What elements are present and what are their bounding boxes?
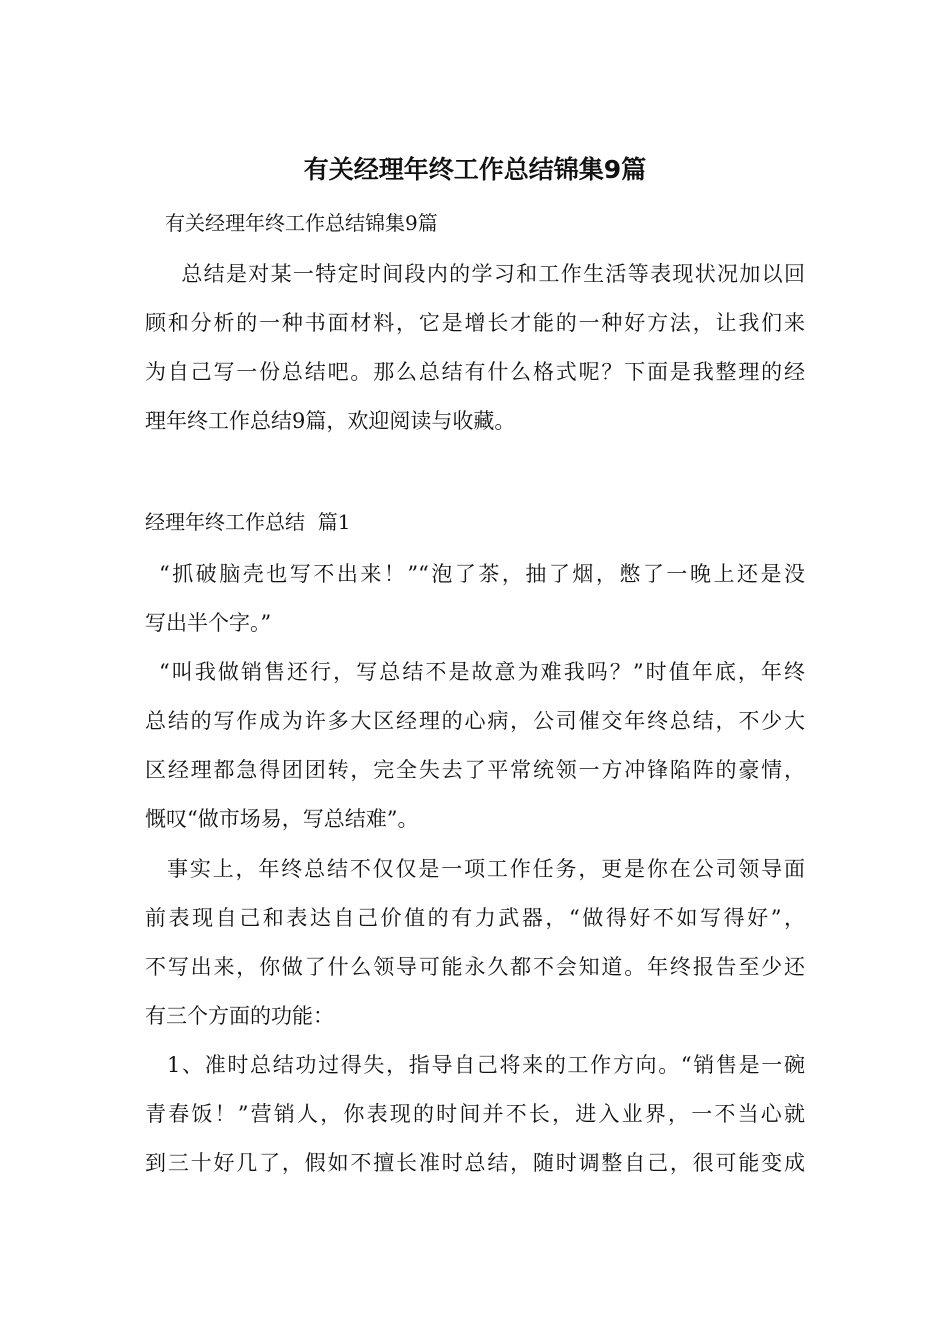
paragraph-line: 慨叹“做市场易，写总结难”。 bbox=[145, 807, 419, 831]
section-heading: 经理年终工作总结 篇1 bbox=[145, 510, 351, 534]
intro-line: 顾和分析的一种书面材料，它是增长才能的一种好方法，让我们来 bbox=[145, 311, 805, 335]
paragraph-line: 总结的写作成为许多大区经理的心病，公司催交年终总结，不少大 bbox=[145, 709, 805, 733]
intro-line: 理年终工作总结9篇，欢迎阅读与收藏。 bbox=[145, 409, 516, 433]
paragraph-line: “叫我做销售还行，写总结不是故意为难我吗？”时值年底，年终 bbox=[159, 660, 805, 684]
paragraph-line: 写出半个字。” bbox=[145, 611, 272, 635]
intro-paragraph bbox=[145, 250, 805, 446]
paragraph-line: 不写出来，你做了什么领导可能永久都不会知道。年终报告至少还 bbox=[145, 955, 805, 979]
paragraph-line: 事实上，年终总结不仅仅是一项工作任务，更是你在公司领导面 bbox=[167, 857, 805, 881]
intro-line: 总结是对某一特定时间段内的学习和工作生活等表现状况加以回 bbox=[159, 262, 805, 286]
paragraph-line: 前表现自己和表达自己价值的有力武器，“做得好不如写得好”， bbox=[145, 906, 805, 930]
document-subtitle: 有关经理年终工作总结锦集9篇 bbox=[165, 211, 438, 235]
body-paragraph-2 bbox=[145, 648, 805, 844]
paragraph-line: 青春饭！”营销人，你表现的时间并不长，进入业界，一不当心就 bbox=[145, 1102, 805, 1126]
document-title: 有关经理年终工作总结锦集9篇 bbox=[303, 155, 647, 184]
body-paragraph-1 bbox=[145, 550, 805, 648]
paragraph-line: “抓破脑壳也写不出来！”“泡了茶，抽了烟，憋了一晚上还是没 bbox=[159, 562, 805, 586]
paragraph-line: 区经理都急得团团转，完全失去了平常统领一方冲锋陷阵的豪情， bbox=[145, 758, 805, 782]
paragraph-line: 有三个方面的功能： bbox=[145, 1004, 334, 1028]
body-paragraph-3 bbox=[145, 845, 805, 1041]
intro-line: 为自己写一份总结吧。那么总结有什么格式呢？下面是我整理的经 bbox=[145, 360, 805, 384]
paragraph-line: 1、准时总结功过得失，指导自己将来的工作方向。“销售是一碗 bbox=[167, 1053, 805, 1077]
body-paragraph-4 bbox=[145, 1041, 805, 1188]
paragraph-line: 到三十好几了，假如不擅长准时总结，随时调整自己，很可能变成 bbox=[145, 1151, 805, 1175]
